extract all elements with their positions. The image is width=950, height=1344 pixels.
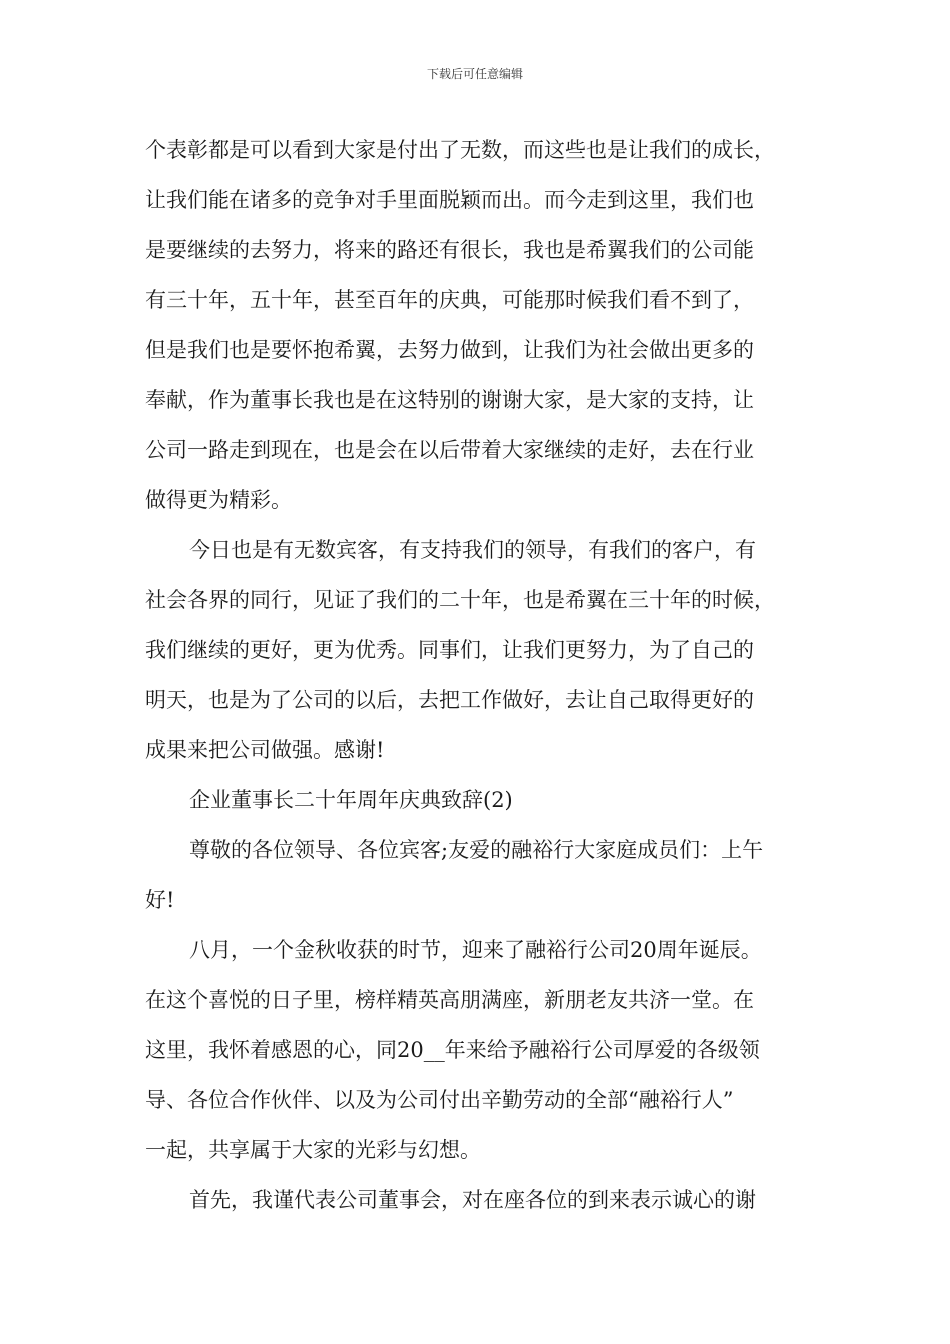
- text-line: 成果来把公司做强。感谢!: [145, 738, 385, 762]
- text-line: 这里，我怀着感恩的心，同20__年来给予融裕行公司厚爱的各级领: [145, 1038, 760, 1062]
- page-header: 下载后可任意编辑: [426, 67, 523, 81]
- text-line: 公司一路走到现在，也是会在以后带着大家继续的走好，去在行业: [145, 438, 754, 462]
- text-line: 我们继续的更好，更为优秀。同事们，让我们更努力，为了自己的: [145, 638, 754, 662]
- text-line: 一起，共享属于大家的光彩与幻想。: [145, 1138, 481, 1162]
- text-line: 首先，我谨代表公司董事会，对在座各位的到来表示诚心的谢: [189, 1188, 756, 1212]
- document-body: [145, 125, 805, 1225]
- text-line: 好!: [145, 888, 175, 912]
- text-line: 是要继续的去努力，将来的路还有很长，我也是希翼我们的公司能: [145, 238, 754, 262]
- text-line: 奉献，作为董事长我也是在这特别的谢谢大家，是大家的支持，让: [145, 388, 754, 412]
- text-line: 做得更为精彩。: [145, 488, 292, 512]
- text-line: 尊敬的各位领导、各位宾客;友爱的融裕行大家庭成员们：上午: [189, 838, 764, 862]
- text-line: 有三十年，五十年，甚至百年的庆典，可能那时候我们看不到了，: [145, 288, 754, 312]
- text-line: 八月，一个金秋收获的时节，迎来了融裕行公司20周年诞辰。: [189, 938, 762, 962]
- text-line: 个表彰都是可以看到大家是付出了无数，而这些也是让我们的成长，: [145, 138, 775, 162]
- text-line: 但是我们也是要怀抱希翼，去努力做到，让我们为社会做出更多的: [145, 338, 754, 362]
- text-line: 社会各界的同行，见证了我们的二十年，也是希翼在三十年的时候，: [145, 588, 775, 612]
- text-line: 导、各位合作伙伴、以及为公司付出辛勤劳动的全部“融裕行人”: [145, 1088, 734, 1112]
- text-line: 今日也是有无数宾客，有支持我们的领导，有我们的客户，有: [189, 538, 756, 562]
- text-line: 在这个喜悦的日子里，榜样精英高朋满座，新朋老友共济一堂。在: [145, 988, 754, 1012]
- text-line: 让我们能在诸多的竞争对手里面脱颖而出。而今走到这里，我们也: [145, 188, 754, 212]
- text-line: 明天，也是为了公司的以后，去把工作做好，去让自己取得更好的: [145, 688, 754, 712]
- text-line: 企业董事长二十年周年庆典致辞(2): [189, 788, 513, 812]
